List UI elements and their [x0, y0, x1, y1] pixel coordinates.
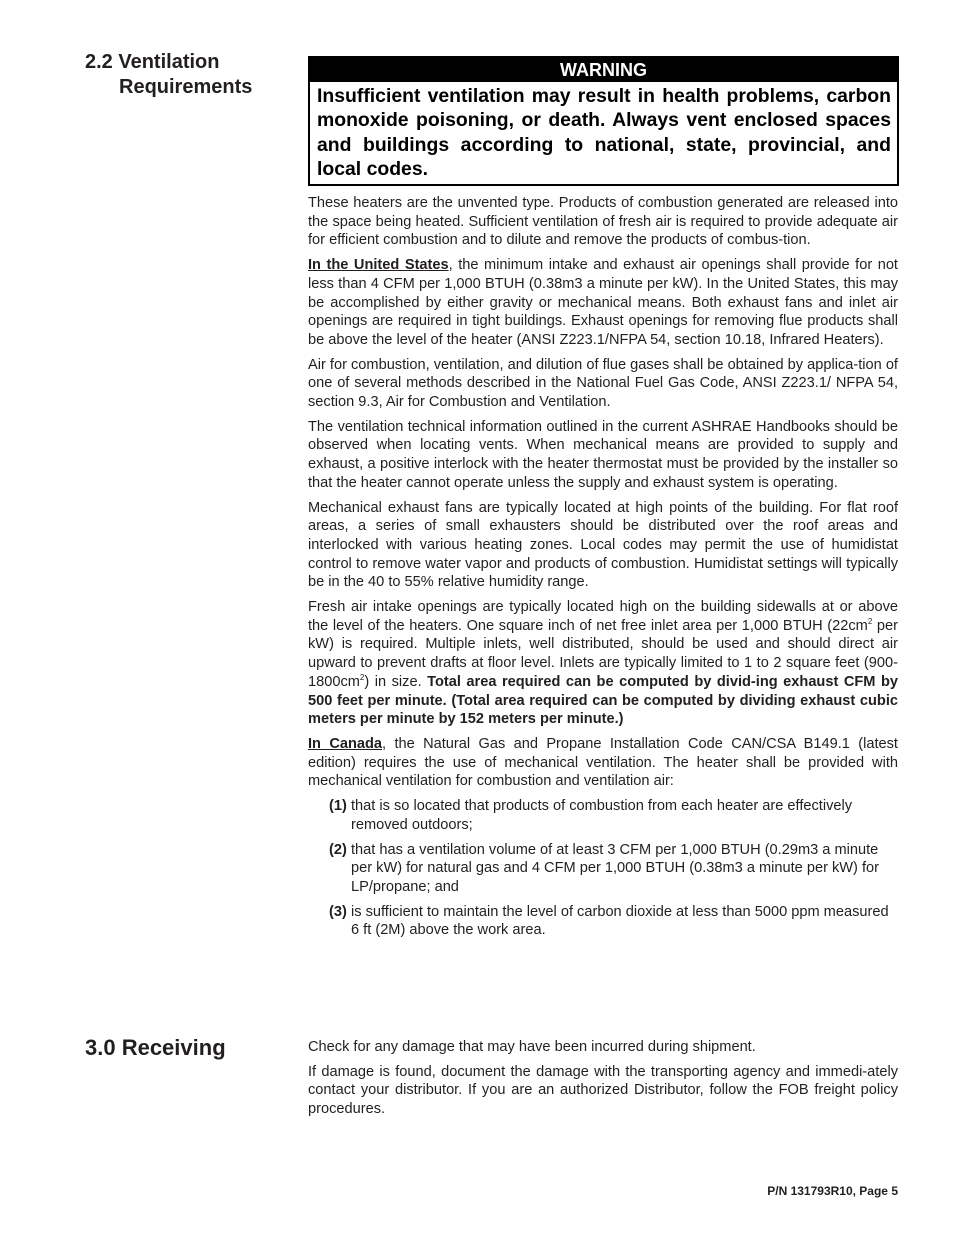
- paragraph-fresh-air: [308, 598, 898, 729]
- fresh-air-text-a: Fresh air intake openings are typically located high on the building sidewalls at or above the level of the heaters. One square inch of net free inlet area per 1,000 BTUH (22cm: [308, 599, 898, 634]
- canada-text: , the Natural Gas and Propane Installation Code CAN/CSA B149.1 (latest edition) requires the use of mechanical ventilation. The heater shall be provided with mechanical ventilation for combustion and ventilation air:: [308, 735, 898, 790]
- united-states-text: , the minimum intake and exhaust air openings shall provide for not less than 4 CFM per 1,000 BTUH (0.38m3 a minute per kW). In the United States, this may be accomplished by either gravity or mechanical means. Both exhaust fans and inlet air openings are required in tight buildings. Exhaust openings for removing flue products shall be above the level of the heater (ANSI Z223.1/NFPA 54, section 10.18, Infrared Heaters).: [308, 257, 898, 348]
- item-number: (2): [329, 841, 347, 858]
- list-item: [308, 841, 898, 897]
- fresh-air-text-b: per kW) is required. Multiple inlets, well distributed, should be used and should direct air upward to prevent drafts at floor level. Inlets are typically limited to 1 to 2 square feet (900-1800cm: [308, 617, 898, 690]
- warning-box: [308, 56, 899, 186]
- paragraph-if-damage: If damage is found, document the damage with the transporting agency and immedi-ately contact your distributor. If you are an authorized Distributor, follow the FOB freight policy procedures.: [308, 1063, 898, 1118]
- paragraph-air-combustion: Air for combustion, ventilation, and dilution of flue gases shall be obtained by applica-tion of one of several methods described in the National Fuel Gas Code, ANSI Z223.1/ NFPA 54, section 9.3, Air for Combustion and Ventilation.: [308, 356, 898, 411]
- canada-lead: In Canada: [308, 735, 383, 752]
- superscript-2: 2: [359, 673, 365, 683]
- list-item: [308, 797, 898, 834]
- warning-text: Insufficient ventilation may result in health problems, carbon monoxide poisoning, or death. Always vent enclosed spaces and buildings according to national, state, provincial, and local codes.: [317, 85, 891, 181]
- paragraph-united-states: [308, 256, 898, 350]
- receiving-body: [308, 1038, 898, 1125]
- paragraph-ashrae: The ventilation technical information outlined in the current ASHRAE Handbooks should be observed when locating vents. When mechanical means are provided to supply and exhaust, a positive interlock with the heater thermostat must be provided by the installer so that the heater cannot operate unless the supply and exhaust system is operating.: [308, 418, 898, 491]
- item-text: that is so located that products of combustion from each heater are effectively removed outdoors;: [351, 798, 853, 833]
- page-footer: P/N 131793R10, Page 5: [767, 1184, 898, 1198]
- item-number: (3): [329, 903, 347, 920]
- paragraph-unvented: These heaters are the unvented type. Products of combustion generated are released into the space being heated. Sufficient ventilation of fresh air is required to provide adequate air for efficient combustion and to dilute and remove the products of combus-tion.: [308, 195, 898, 249]
- item-text: is sufficient to maintain the level of carbon dioxide at less than 5000 ppm measured 6 ft (2M) above the work area.: [351, 903, 889, 939]
- section-2-2-title: [85, 50, 275, 100]
- paragraph-check-damage: Check for any damage that may have been incurred during shipment.: [308, 1039, 756, 1055]
- paragraph-exhaust-fans: Mechanical exhaust fans are typically located at high points of the building. For flat roof areas, a series of small exhausters should be distributed over the roof areas and interlocked with various heating zones. Local codes may permit the use of humidistat control to remove water vapor and products of combustion. Humidistat settings will typically be in the 40 to 55% relative humidity range.: [308, 499, 898, 591]
- fresh-air-text-c: ) in size.: [364, 673, 428, 690]
- list-item: [308, 903, 898, 940]
- total-area-note: Total area required can be computed by divid-ing exhaust CFM by 500 feet per minute. (Total area required can be computed by dividing exhaust cubic meters per minute by 152 meters per minute.): [308, 673, 898, 728]
- requirements-list: [308, 797, 898, 940]
- ventilation-body: [308, 194, 898, 946]
- item-text: that has a ventilation volume of at least 3 CFM per 1,000 BTUH (0.29m3 a minute per kW) for natural gas and 4 CFM per 1,000 BTUH (0.38m3 a minute per kW) for LP/propane; and: [351, 841, 880, 895]
- item-number: (1): [329, 798, 347, 815]
- warning-heading: WARNING: [310, 58, 897, 82]
- section-title-line2: Requirements: [119, 76, 253, 98]
- superscript-2: 2: [867, 616, 873, 626]
- section-3-0-title: 3.0 Receiving: [85, 1035, 226, 1060]
- paragraph-canada: [308, 735, 898, 791]
- section-title-line1: 2.2 Ventilation: [85, 51, 220, 73]
- united-states-lead: In the United States: [308, 257, 449, 274]
